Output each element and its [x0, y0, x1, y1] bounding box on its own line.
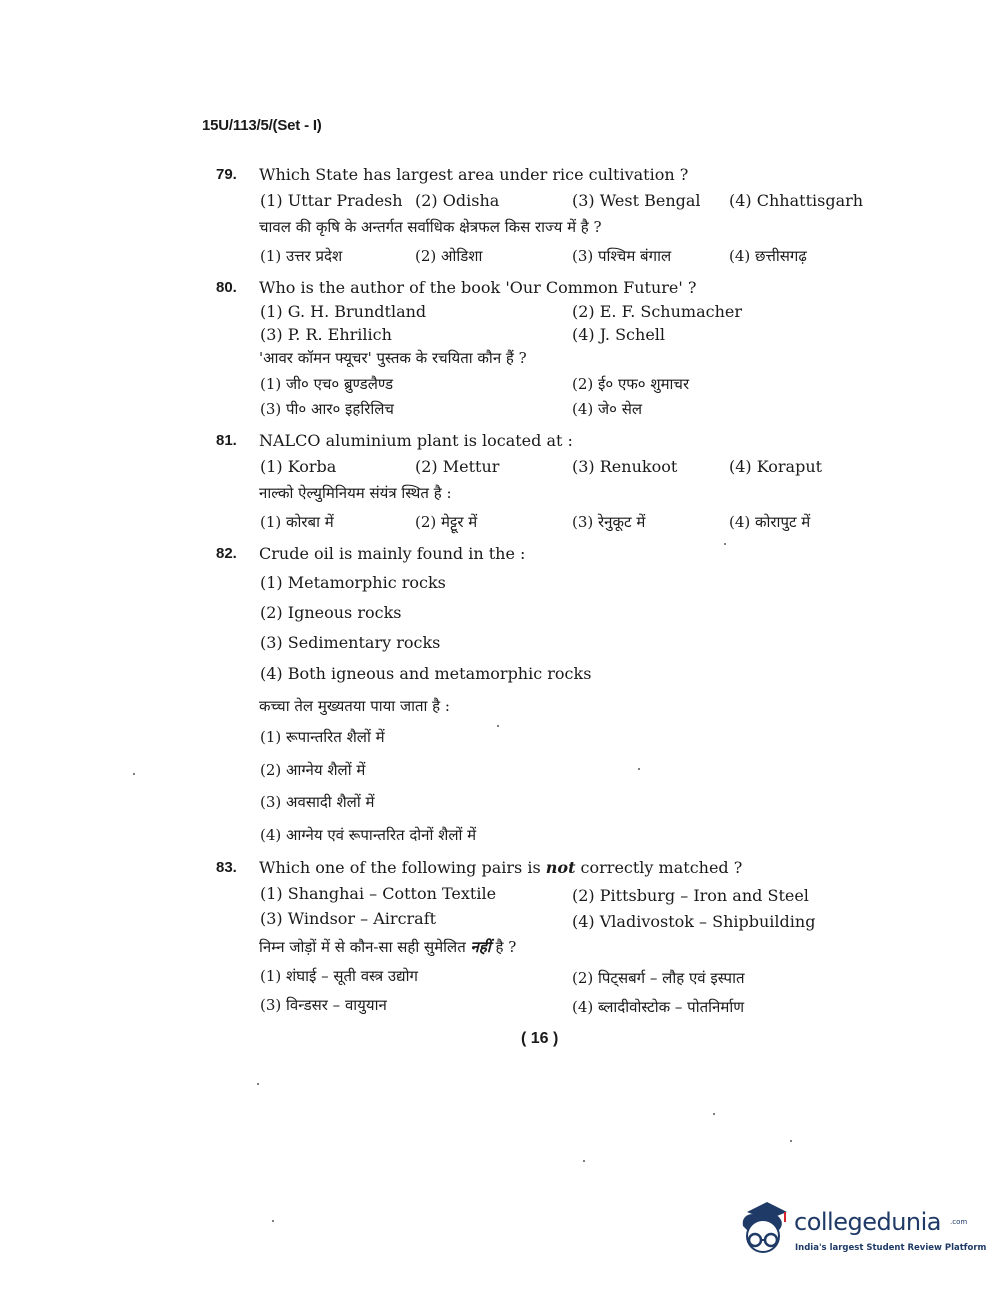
scan-speck [583, 1160, 585, 1162]
page-number: ( 16 ) [521, 1030, 559, 1047]
option-hindi: (4) छत्तीसगढ़ [729, 247, 807, 265]
question-number: 80. [216, 279, 237, 296]
question-text-hindi: कच्चा तेल मुख्यतया पाया जाता है : [259, 697, 450, 715]
option: (2) Igneous rocks [260, 603, 402, 622]
scan-speck [272, 1220, 274, 1222]
option: (4) Chhattisgarh [729, 191, 864, 210]
question-number: 81. [216, 432, 237, 449]
question-text-hindi: चावल की कृषि के अन्तर्गत सर्वाधिक क्षेत्रफल किस राज्य में है ? [259, 218, 602, 236]
option: (1) Uttar Pradesh [260, 191, 403, 210]
option: (3) West Bengal [572, 191, 701, 210]
option: (1) Shanghai – Cotton Textile [260, 884, 497, 903]
question-number: 83. [216, 859, 237, 876]
option: (3) P. R. Ehrilich [260, 325, 392, 344]
option: (4) Koraput [729, 457, 823, 476]
question-text: Which State has largest area under rice cultivation ? [259, 165, 689, 184]
question-text: Who is the author of the book 'Our Common Future' ? [259, 278, 697, 297]
option: (3) Windsor – Aircraft [260, 909, 437, 928]
option-hindi: (4) जे० सेल [572, 400, 643, 418]
question-text: Which one of the following pairs is not correctly matched ? [259, 858, 743, 877]
option: (2) Pittsburg – Iron and Steel [572, 886, 809, 905]
option-hindi: (2) ई० एफ० शुमाचर [572, 375, 690, 393]
option-hindi: (1) जी० एच० ब्रुण्डलैण्ड [260, 375, 394, 393]
option-hindi: (3) अवसादी शैलों में [260, 793, 375, 811]
scan-speck [638, 768, 640, 770]
question-text-hindi: निम्न जोड़ों में से कौन-सा सही सुमेलित नहीं है ? [259, 938, 517, 956]
question-text: NALCO aluminium plant is located at : [259, 431, 573, 450]
scan-speck [713, 1113, 715, 1115]
logo-wordmark: collegedunia [794, 1208, 942, 1236]
option: (1) Metamorphic rocks [260, 573, 446, 592]
option-hindi: (2) आग्नेय शैलों में [260, 761, 366, 779]
option-hindi: (2) ओडिशा [415, 247, 483, 265]
option-hindi: (1) कोरबा में [260, 513, 334, 531]
option: (4) Vladivostok – Shipbuilding [572, 912, 816, 931]
option-hindi: (2) मेट्टूर में [415, 513, 478, 531]
question-text-hindi: 'आवर कॉमन फ्यूचर' पुस्तक के रचयिता कौन हैं ? [259, 349, 527, 367]
question-text: Crude oil is mainly found in the : [259, 544, 526, 563]
scan-speck [257, 1083, 259, 1085]
option-hindi: (3) पी० आर० इहरिलिच [260, 400, 394, 418]
option-hindi: (2) पिट्सबर्ग – लौह एवं इस्पात [572, 969, 745, 987]
question-number: 79. [216, 166, 237, 183]
logo-domain: .com [950, 1218, 968, 1226]
question-text-hindi: नाल्को ऐल्युमिनियम संयंत्र स्थित है : [259, 484, 452, 502]
option-hindi: (3) पश्चिम बंगाल [572, 247, 672, 265]
option: (2) Mettur [415, 457, 500, 476]
scan-speck [790, 1140, 792, 1142]
option: (4) Both igneous and metamorphic rocks [260, 664, 592, 683]
option-hindi: (4) ब्लादीवोस्टोक – पोतनिर्माण [572, 998, 745, 1016]
option: (2) E. F. Schumacher [572, 302, 743, 321]
scan-speck [724, 543, 726, 545]
option-hindi: (3) रेनुकूट में [572, 513, 646, 531]
question-number: 82. [216, 545, 237, 562]
option: (4) J. Schell [572, 325, 666, 344]
option-hindi: (4) आग्नेय एवं रूपान्तरित दोनों शैलों में [260, 826, 477, 844]
option: (1) G. H. Brundtland [260, 302, 427, 321]
scan-speck [133, 773, 135, 775]
paper-code: 15U/113/5/(Set - I) [202, 117, 322, 134]
option-hindi: (3) विन्डसर – वायुयान [260, 996, 387, 1014]
option: (1) Korba [260, 457, 337, 476]
option-hindi: (4) कोरापुट में [729, 513, 811, 531]
option-hindi: (1) उत्तर प्रदेश [260, 247, 343, 265]
logo-tagline: India's largest Student Review Platform [795, 1243, 987, 1253]
option: (3) Renukoot [572, 457, 678, 476]
option: (2) Odisha [415, 191, 500, 210]
option-hindi: (1) शंघाई – सूती वस्त्र उद्योग [260, 967, 418, 985]
option-hindi: (1) रूपान्तरित शैलों में [260, 728, 385, 746]
scan-speck [497, 725, 499, 727]
option: (3) Sedimentary rocks [260, 633, 441, 652]
